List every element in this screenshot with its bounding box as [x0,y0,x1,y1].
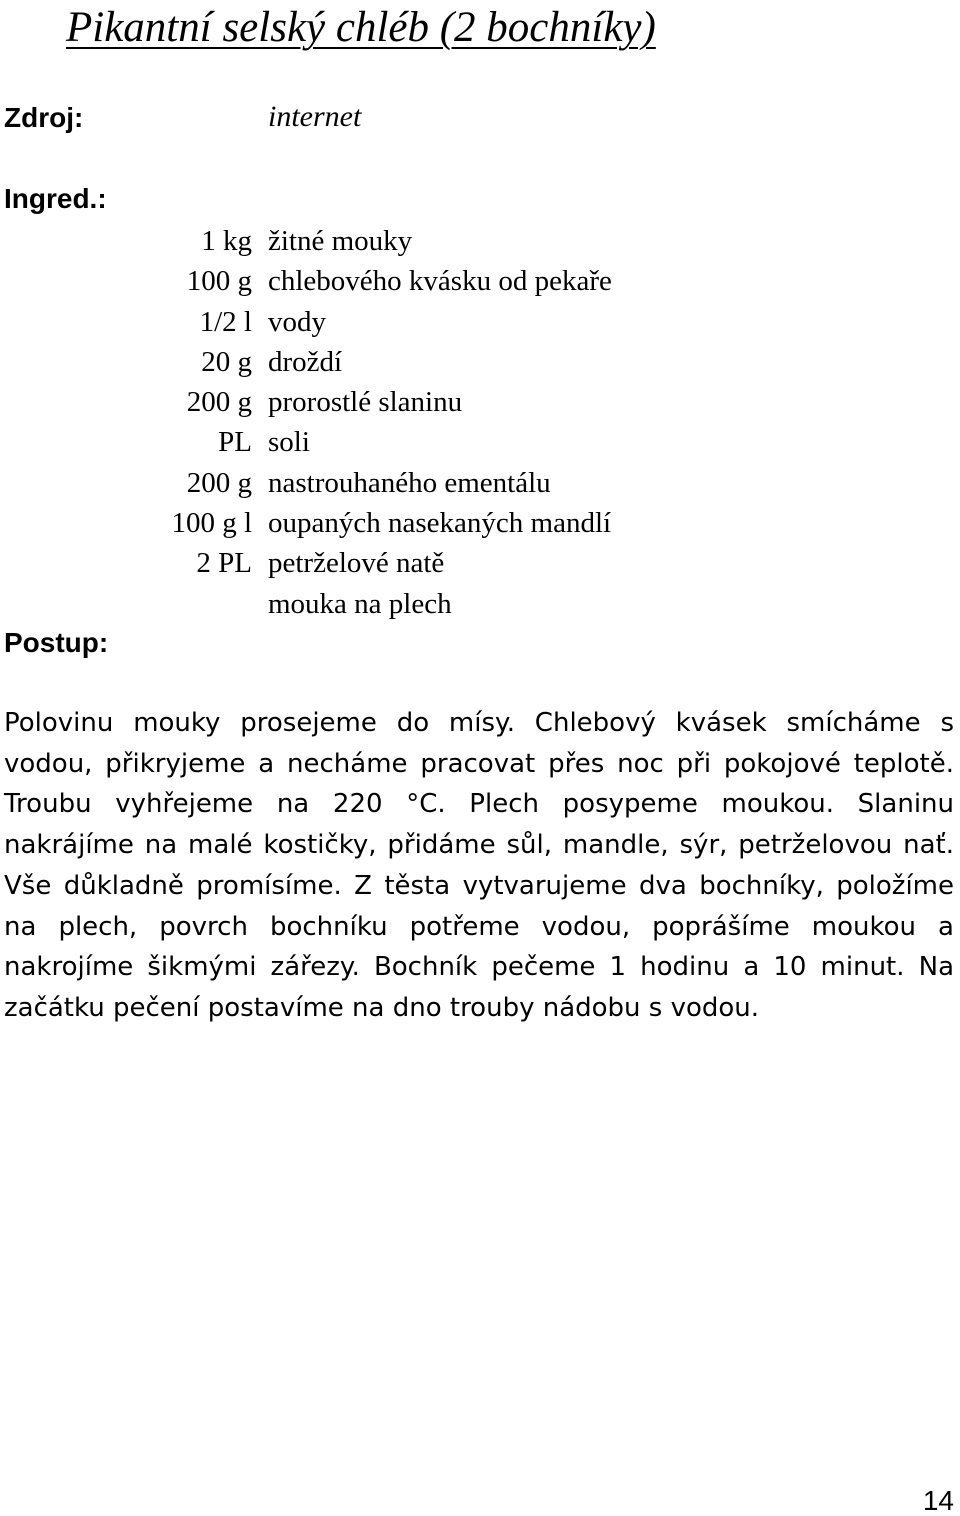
ingredient-item [0,584,960,624]
ingredient-item [0,302,960,342]
ingredient-quantity: 2 PL [196,547,252,580]
ingredient-name: prorostlé slaninu [268,386,463,419]
procedure-label: Postup: [4,627,109,658]
ingredient-list [0,221,960,624]
ingredient-item [0,422,960,462]
ingredient-quantity: 200 g [186,466,252,499]
ingredient-quantity: 1 kg [201,225,252,257]
ingredient-name: droždí [268,345,343,378]
ingredient-item [0,543,960,583]
ingredient-name: mouka na plech [268,587,452,620]
ingredient-quantity: 20 g [201,345,252,378]
ingredient-name: vody [268,305,326,338]
ingredient-quantity: 1/2 l [199,305,252,338]
ingredient-quantity: 100 g l [171,507,252,540]
ingredients-label: Ingred.: [4,183,107,214]
ingredient-name: nastrouhaného ementálu [268,466,551,499]
ingredient-name: chlebového kvásku od pekaře [268,265,612,298]
recipe-title: Pikantní selský chléb (2 bochníky) [66,4,656,51]
ingredient-quantity: 200 g [186,386,252,419]
ingredient-item [0,463,960,503]
ingredient-item [0,503,960,543]
procedure-text: Polovinu mouky prosejeme do mísy. Chlebový kvásek smícháme s vodou, přikryjeme a necháme pracovat přes noc při pokojové teplotě. Troubu vyhřejeme na 220 °C. Plech posypeme moukou. Slaninu nakrájíme na malé kostičky, přidáme sůl, mandle, sýr, petrželovou nať. Vše důkladně promísíme. Z těsta vytvarujeme dva bochníky, položíme na plech, povrch bochníku potřeme vodou, poprášíme moukou a nakrojíme šikmými zářezy. Bochník pečeme 1 hodinu a 10 minut. Na začátku pečení postavíme na dno trouby nádobu s vodou. [4,708,954,1023]
ingredient-name: petrželové natě [268,547,445,580]
source-label: Zdroj: [4,102,84,133]
ingredient-item [0,261,960,301]
ingredient-item [0,382,960,422]
ingredient-name: soli [268,426,310,459]
page-number: 14 [922,1485,954,1516]
ingredient-quantity: PL [218,426,252,459]
source-value: internet [268,100,362,133]
ingredient-item [0,342,960,382]
ingredient-quantity: 100 g [186,265,252,298]
ingredient-item [0,221,960,261]
ingredient-name: žitné mouky [268,225,413,257]
ingredient-name: oupaných nasekaných mandlí [268,507,612,540]
